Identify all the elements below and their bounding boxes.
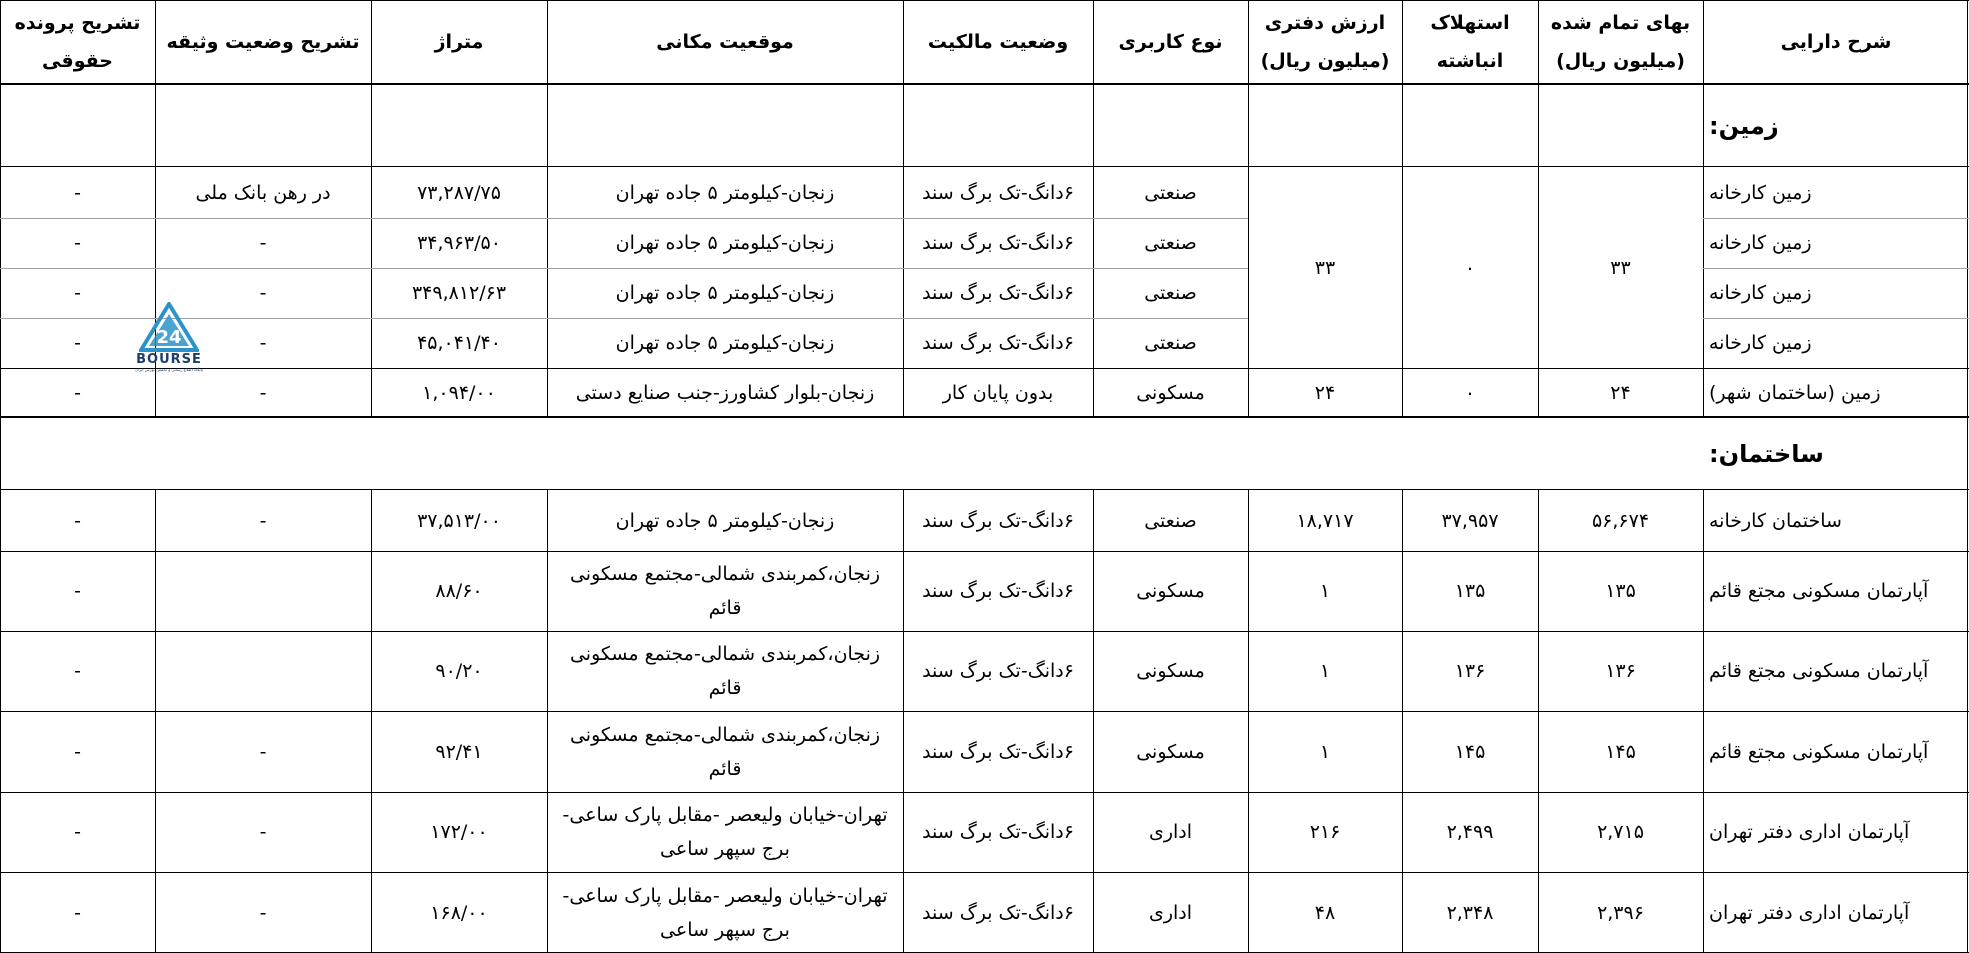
building-row-6-area: ۱۶۸/۰۰ — [430, 901, 488, 924]
building-row-6-location — [547, 872, 903, 953]
building-row-6-location-line-1: تهران-خیابان ولیعصر -مقابل پارک ساعی- — [562, 884, 888, 907]
building-row-1-location: زنجان-کیلومتر ۵ جاده تهران — [615, 509, 835, 532]
grid-vline — [547, 490, 548, 953]
grid-vline — [371, 490, 372, 953]
land-row-1-usage: صنعتی — [1144, 181, 1197, 204]
building-row-5-location — [547, 792, 903, 872]
building-row-3-ownership: ۶دانگ-تک برگ سند — [922, 660, 1074, 682]
building-row-2-asset: آپارتمان مسکونی مجتع قائم — [1709, 580, 1929, 602]
header-cost-line-2: (میلیون ریال) — [1556, 50, 1685, 72]
grid-hline — [0, 872, 1969, 873]
building-row-2-location — [547, 551, 903, 631]
building-row-5-usage: اداری — [1148, 821, 1193, 843]
bourse24-logo — [128, 302, 210, 374]
land-row-4-legal: - — [74, 332, 81, 354]
grid-vline — [1538, 490, 1539, 953]
building-row-4-collateral: - — [259, 740, 267, 763]
building-row-4-cost: ۱۴۵ — [1605, 740, 1636, 763]
grid-hline — [0, 0, 1969, 1]
building-row-3-location-line-1: زنجان،کمربندی شمالی-مجتمع مسکونی — [569, 643, 881, 665]
building-row-3-book: ۱ — [1319, 660, 1331, 682]
building-row-4-asset: آپارتمان مسکونی مجتع قائم — [1709, 740, 1929, 763]
land-merged-cost: ۳۳ — [1610, 256, 1631, 279]
header-legal-line-1: تشریح پرونده — [14, 12, 141, 34]
land-city-area: ۱,۰۹۴/۰۰ — [422, 381, 496, 404]
land-row-2-ownership: ۶دانگ-تک برگ سند — [922, 232, 1074, 254]
grid-vline — [1703, 490, 1704, 953]
land-city-dep: ۰ — [1464, 381, 1476, 404]
building-row-4-dep: ۱۴۵ — [1454, 740, 1486, 763]
building-row-2-area: ۸۸/۶۰ — [435, 580, 483, 602]
building-row-1-dep: ۳۷,۹۵۷ — [1441, 509, 1499, 532]
building-row-1-book: ۱۸,۷۱۷ — [1296, 509, 1354, 532]
building-row-2-dep: ۱۳۵ — [1454, 580, 1486, 602]
building-row-6-cost: ۲,۳۹۶ — [1597, 901, 1644, 924]
land-row-3-collateral: - — [259, 282, 267, 304]
land-row-1-collateral: در رهن بانک ملی — [195, 181, 331, 204]
header-depreciation-line-2: انباشته — [1436, 50, 1504, 72]
land-city-collateral: - — [259, 381, 267, 404]
grid-hline — [0, 489, 1969, 490]
building-row-2-usage: مسکونی — [1136, 580, 1205, 602]
building-row-2-legal: - — [74, 580, 81, 602]
grid-hline — [0, 631, 1969, 632]
building-row-5-location-line-2: برج سپهر ساعی — [660, 838, 790, 860]
land-row-3-area: ۳۴۹,۸۱۲/۶۳ — [411, 282, 507, 304]
building-row-3-area: ۹۰/۲۰ — [435, 660, 483, 682]
building-row-3-dep: ۱۳۶ — [1454, 660, 1486, 682]
header-depreciation — [1402, 0, 1538, 84]
land-row-1-asset: زمین کارخانه — [1709, 181, 1812, 204]
building-row-6-book: ۴۸ — [1314, 901, 1336, 924]
grid-hline — [0, 218, 1248, 219]
land-row-3-usage: صنعتی — [1144, 282, 1197, 304]
land-city-ownership: بدون پایان کار — [942, 381, 1054, 404]
building-row-1-asset: ساختمان کارخانه — [1709, 509, 1842, 532]
grid-vline — [903, 490, 904, 953]
grid-hline — [0, 416, 1969, 418]
building-row-3-location — [547, 631, 903, 711]
land-row-4-collateral: - — [259, 332, 267, 354]
building-row-2-cost: ۱۳۵ — [1605, 580, 1636, 602]
building-row-1-area: ۳۷,۵۱۳/۰۰ — [417, 509, 501, 532]
bourse24-logo-mark-icon — [139, 302, 199, 352]
grid-vline — [547, 0, 548, 84]
building-row-1-collateral: - — [259, 509, 267, 532]
building-row-6-collateral: - — [259, 901, 267, 924]
grid-hline — [1703, 218, 1969, 219]
grid-vline — [1402, 490, 1403, 953]
building-row-2-collateral — [155, 551, 371, 631]
building-row-1-legal: - — [74, 509, 81, 532]
building-row-3-collateral — [155, 631, 371, 711]
land-row-1-legal: - — [74, 181, 81, 204]
grid-vline — [903, 0, 904, 84]
grid-vline — [0, 0, 1, 953]
land-city-legal: - — [74, 381, 81, 404]
building-row-4-location — [547, 711, 903, 792]
building-row-1-cost: ۵۶,۶۷۴ — [1591, 509, 1650, 532]
building-row-2-ownership: ۶دانگ-تک برگ سند — [922, 580, 1074, 602]
land-row-3-ownership: ۶دانگ-تک برگ سند — [922, 282, 1074, 304]
grid-vline — [371, 0, 372, 84]
header-area: متراژ — [434, 31, 484, 53]
building-row-4-usage: مسکونی — [1136, 740, 1205, 763]
building-row-3-asset: آپارتمان مسکونی مجتع قائم — [1709, 660, 1929, 682]
grid-hline — [0, 268, 1248, 269]
land-row-2-legal: - — [74, 232, 81, 254]
land-row-3-asset: زمین کارخانه — [1709, 282, 1812, 304]
building-row-1-usage: صنعتی — [1144, 509, 1197, 532]
building-row-5-collateral: - — [259, 821, 267, 843]
grid-hline — [0, 551, 1969, 552]
grid-hline — [1703, 318, 1969, 319]
land-row-3-legal: - — [74, 282, 81, 304]
building-row-6-location-line-2: برج سپهر ساعی — [660, 918, 790, 941]
land-row-1-area: ۷۳,۲۸۷/۷۵ — [417, 181, 501, 204]
land-row-2-location: زنجان-کیلومتر ۵ جاده تهران — [615, 232, 835, 254]
building-row-5-book: ۲۱۶ — [1309, 821, 1341, 843]
building-row-4-location-line-2: قائم — [708, 757, 742, 780]
building-row-2-location-line-2: قائم — [708, 597, 742, 619]
section-building-title: ساختمان: — [1709, 439, 1824, 468]
bourse24-logo-name: BOURSE — [136, 352, 202, 367]
grid-vline — [1248, 490, 1249, 953]
header-cost-line-1: بهای تمام شده — [1550, 12, 1691, 34]
header-asset-desc: شرح دارایی — [1780, 31, 1892, 53]
grid-hline — [0, 166, 1969, 167]
building-row-2-book: ۱ — [1319, 580, 1331, 602]
land-city-book: ۲۴ — [1314, 381, 1336, 404]
land-row-2-area: ۳۴,۹۶۳/۵۰ — [417, 232, 501, 254]
grid-vline — [1093, 0, 1094, 84]
building-row-6-asset: آپارتمان اداری دفتر تهران — [1709, 901, 1910, 924]
grid-vline — [1248, 0, 1249, 84]
building-row-5-asset: آپارتمان اداری دفتر تهران — [1709, 821, 1910, 843]
building-row-3-usage: مسکونی — [1136, 660, 1205, 682]
grid-vline — [155, 0, 156, 84]
header-cost — [1538, 0, 1703, 84]
header-usage: نوع کاربری — [1118, 31, 1223, 53]
building-row-4-area: ۹۲/۴۱ — [435, 740, 483, 763]
bourse24-logo-tagline: پایگاه اطلاع رسانی و تحلیلی بورس ایران — [135, 367, 203, 372]
building-row-4-location-line-1: زنجان،کمربندی شمالی-مجتمع مسکونی — [569, 723, 881, 746]
land-row-2-collateral: - — [259, 232, 267, 254]
grid-hline — [0, 792, 1969, 793]
building-row-3-legal: - — [74, 660, 81, 682]
building-row-6-ownership: ۶دانگ-تک برگ سند — [922, 901, 1074, 924]
land-merged-dep: ۰ — [1464, 256, 1476, 279]
building-row-3-cost: ۱۳۶ — [1605, 660, 1636, 682]
land-city-usage: مسکونی — [1136, 381, 1205, 404]
land-row-2-asset: زمین کارخانه — [1709, 232, 1812, 254]
grid-vline — [1703, 0, 1704, 84]
land-row-2-usage: صنعتی — [1144, 232, 1197, 254]
grid-vline — [1538, 0, 1539, 84]
header-book-value — [1248, 0, 1402, 84]
header-book-value-line-2: (میلیون ریال) — [1260, 50, 1390, 72]
land-city-asset: زمین (ساختمان شهر) — [1709, 381, 1881, 404]
building-row-6-usage: اداری — [1148, 901, 1193, 924]
building-row-1-ownership: ۶دانگ-تک برگ سند — [922, 509, 1074, 532]
building-row-2-location-line-1: زنجان،کمربندی شمالی-مجتمع مسکونی — [569, 563, 881, 585]
svg-text:24: 24 — [156, 327, 182, 348]
grid-vline — [155, 490, 156, 953]
grid-hline — [0, 83, 1969, 85]
header-location: موقعیت مکانی — [656, 31, 794, 53]
building-row-4-ownership: ۶دانگ-تک برگ سند — [922, 740, 1074, 763]
grid-vline — [1967, 0, 1968, 953]
land-row-3-location: زنجان-کیلومتر ۵ جاده تهران — [615, 282, 835, 304]
land-row-1-ownership: ۶دانگ-تک برگ سند — [922, 181, 1074, 204]
section-land-title: زمین: — [1709, 111, 1779, 140]
header-legal — [0, 0, 155, 84]
land-row-4-location: زنجان-کیلومتر ۵ جاده تهران — [615, 332, 835, 354]
land-city-location: زنجان-بلوار کشاورز-جنب صنایع دستی — [575, 381, 875, 404]
grid-vline — [1093, 490, 1094, 953]
building-row-5-dep: ۲,۴۹۹ — [1446, 821, 1494, 843]
grid-hline — [0, 368, 1969, 369]
grid-hline — [1703, 268, 1969, 269]
building-row-5-location-line-1: تهران-خیابان ولیعصر -مقابل پارک ساعی- — [562, 804, 888, 826]
land-row-4-asset: زمین کارخانه — [1709, 332, 1812, 354]
building-row-5-area: ۱۷۲/۰۰ — [430, 821, 488, 843]
land-row-4-ownership: ۶دانگ-تک برگ سند — [922, 332, 1074, 354]
header-book-value-line-1: ارزش دفتری — [1264, 12, 1386, 34]
land-row-4-usage: صنعتی — [1144, 332, 1197, 354]
header-depreciation-line-1: استهلاک — [1430, 12, 1510, 34]
header-collateral: تشریح وضعیت وثیقه — [166, 31, 360, 53]
land-merged-book: ۳۳ — [1314, 256, 1336, 279]
building-row-5-ownership: ۶دانگ-تک برگ سند — [922, 821, 1074, 843]
land-city-cost: ۲۴ — [1610, 381, 1631, 404]
building-row-4-book: ۱ — [1319, 740, 1331, 763]
building-row-4-legal: - — [74, 740, 81, 763]
building-row-3-location-line-2: قائم — [708, 677, 742, 699]
building-row-6-legal: - — [74, 901, 81, 924]
header-legal-line-2: حقوقی — [42, 50, 113, 72]
header-ownership: وضعیت مالکیت — [927, 31, 1069, 53]
building-row-6-dep: ۲,۳۴۸ — [1446, 901, 1494, 924]
grid-hline — [0, 711, 1969, 712]
land-row-1-location: زنجان-کیلومتر ۵ جاده تهران — [615, 181, 835, 204]
building-row-5-legal: - — [74, 821, 81, 843]
land-row-4-area: ۴۵,۰۴۱/۴۰ — [417, 332, 501, 354]
building-row-5-cost: ۲,۷۱۵ — [1597, 821, 1644, 843]
grid-vline — [1402, 0, 1403, 84]
